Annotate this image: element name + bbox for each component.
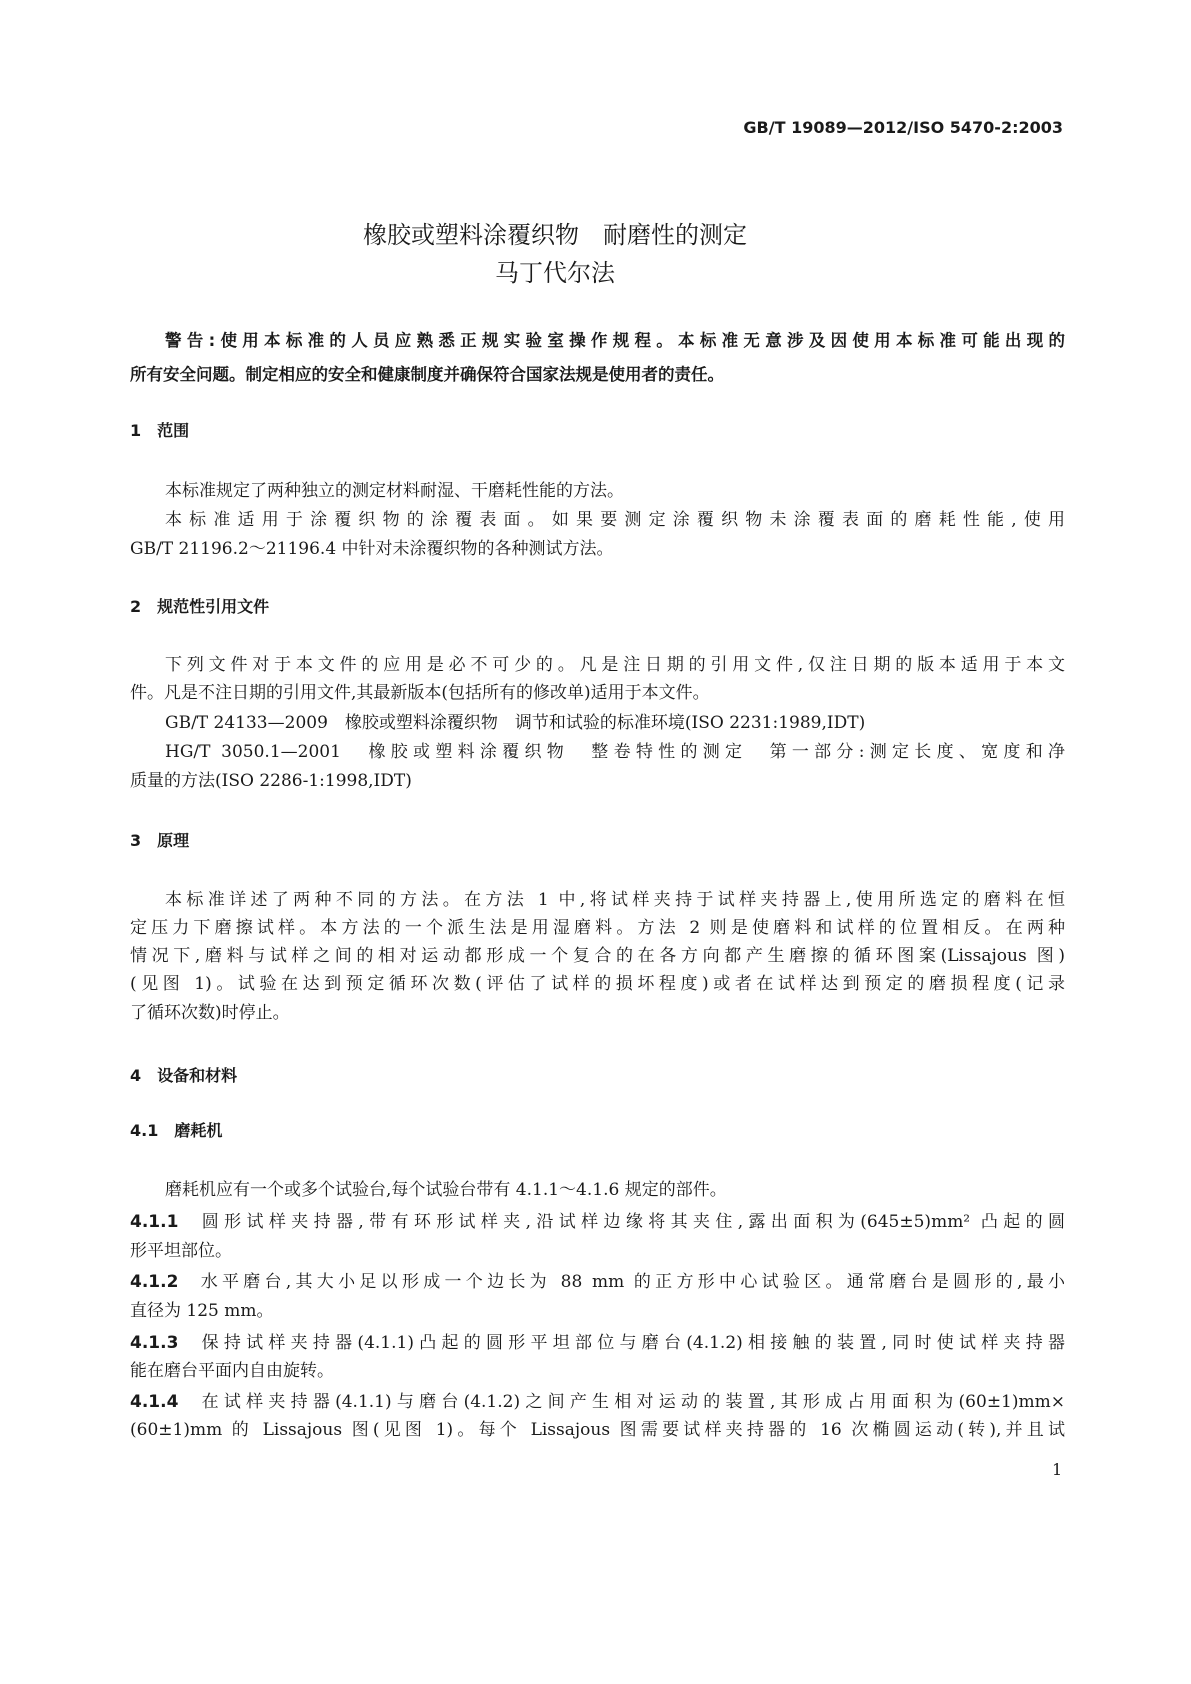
warning-line: 警告:使用本标准的人员应熟悉正规实验室操作规程。本标准无意涉及因使用本标准可能出现的 (165, 331, 1065, 350)
clause-line (130, 1270, 1065, 1294)
paragraph-line: 件。凡是不注日期的引用文件,其最新版本(包括所有的修改单)适用于本文件。 (130, 683, 710, 703)
clause-number: 4.1.2 (130, 1272, 179, 1292)
section-heading: 2 规范性引用文件 (130, 597, 270, 616)
paragraph-line: 定压力下磨擦试样。本方法的一个派生法是用湿磨料。方法 2 则是使磨料和试样的位置相反。在两种 (130, 918, 1065, 938)
paragraph-line: 下列文件对于本文件的应用是必不可少的。凡是注日期的引用文件,仅注日期的版本适用于本文 (165, 655, 1065, 675)
clause-line (130, 1390, 1065, 1414)
clause-number: 4.1.1 (130, 1212, 179, 1232)
clause-text: 在试样夹持器(4.1.1)与磨台(4.1.2)之间产生相对运动的装置,其形成占用面积为(60±1)mm× (196, 1392, 1065, 1412)
paragraph-line: GB/T 21196.2～21196.4 中针对未涂覆织物的各种测试方法。 (130, 539, 614, 559)
subsection-heading: 4.1 磨耗机 (130, 1121, 223, 1140)
paragraph-line: 本标准详述了两种不同的方法。在方法 1 中,将试样夹持于试样夹持器上,使用所选定的磨料在恒 (165, 890, 1065, 910)
standard-number: GB/T 19089—2012/ISO 5470-2:2003 (743, 118, 1063, 137)
clause-line (130, 1331, 1065, 1355)
reference-item: 质量的方法(ISO 2286-1:1998,IDT) (130, 771, 412, 791)
clause-line: (60±1)mm 的 Lissajous 图(见图 1)。每个 Lissajous 图需要试样夹持器的 16 次椭圆运动(转),并且试 (130, 1420, 1065, 1440)
paragraph-line: 磨耗机应有一个或多个试验台,每个试验台带有 4.1.1～4.1.6 规定的部件。 (165, 1180, 727, 1200)
reference-item: HG/T 3050.1—2001 橡胶或塑料涂覆织物 整卷特性的测定 第一部分:测定长度、宽度和净 (165, 742, 1065, 762)
clause-line: 能在磨台平面内自由旋转。 (130, 1361, 334, 1381)
clause-text: 圆形试样夹持器,带有环形试样夹,沿试样边缘将其夹住,露出面积为(645±5)mm² 凸起的圆 (196, 1212, 1065, 1232)
warning-line: 所有安全问题。制定相应的安全和健康制度并确保符合国家法规是使用者的责任。 (130, 365, 724, 384)
section-heading: 1 范围 (130, 421, 190, 440)
paragraph-line: 本标准规定了两种独立的测定材料耐湿、干磨耗性能的方法。 (165, 481, 624, 501)
clause-text: 水平磨台,其大小足以形成一个边长为 88 mm 的正方形中心试验区。通常磨台是圆形的,最小 (196, 1272, 1065, 1292)
reference-item: GB/T 24133—2009 橡胶或塑料涂覆织物 调节和试验的标准环境(ISO 2231:1989,IDT) (165, 713, 866, 733)
clause-line: 形平坦部位。 (130, 1241, 232, 1261)
page-number: 1 (1052, 1460, 1063, 1479)
section-heading: 3 原理 (130, 831, 190, 850)
document-title: 橡胶或塑料涂覆织物 耐磨性的测定 (363, 221, 747, 249)
clause-text: 保持试样夹持器(4.1.1)凸起的圆形平坦部位与磨台(4.1.2)相接触的装置,同时使试样夹持器 (196, 1333, 1065, 1353)
paragraph-line: 了循环次数)时停止。 (130, 1003, 290, 1023)
paragraph-line: (见图 1)。试验在达到预定循环次数(评估了试样的损坏程度)或者在试样达到预定的磨损程度(记录 (130, 974, 1065, 994)
clause-number: 4.1.4 (130, 1392, 179, 1412)
paragraph-line: 情况下,磨料与试样之间的相对运动都形成一个复合的在各方向都产生磨擦的循环图案(Lissajous 图) (130, 946, 1065, 966)
clause-number: 4.1.3 (130, 1333, 179, 1353)
section-heading: 4 设备和材料 (130, 1066, 238, 1085)
clause-line (130, 1210, 1065, 1234)
document-subtitle: 马丁代尔法 (495, 259, 615, 287)
clause-line: 直径为 125 mm。 (130, 1301, 274, 1321)
paragraph-line: 本标准适用于涂覆织物的涂覆表面。如果要测定涂覆织物未涂覆表面的磨耗性能,使用 (165, 510, 1065, 530)
